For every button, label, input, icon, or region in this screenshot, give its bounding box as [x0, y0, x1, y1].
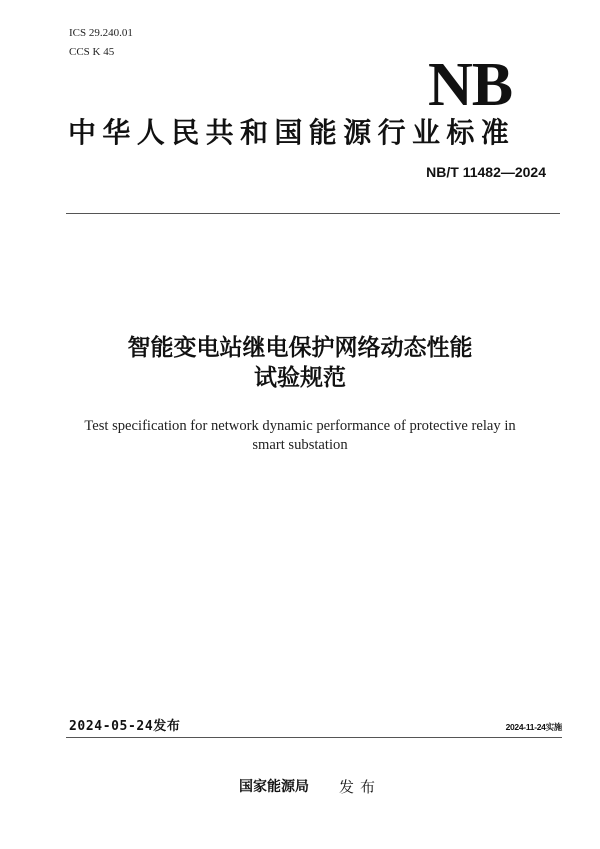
standard-category-heading: 中华人民共和国能源行业标准	[68, 116, 516, 149]
document-title-en-line1: Test specification for network dynamic performance of protective relay in	[84, 418, 516, 434]
ics-code: ICS 29.240.01	[69, 27, 133, 39]
document-title-cn-line1: 智能变电站继电保护网络动态性能	[127, 335, 473, 361]
header-divider	[66, 213, 560, 214]
document-title-en-line2: smart substation	[252, 437, 348, 453]
implementation-date: 2024-11-24实施	[505, 722, 562, 732]
ccs-code: CCS K 45	[69, 46, 115, 58]
publication-date: 2024-05-24发布	[69, 719, 181, 734]
nb-logo: NB	[428, 51, 513, 119]
issue-label: 发布	[339, 778, 382, 796]
issuer-name: 国家能源局	[239, 779, 309, 795]
footer-divider	[66, 737, 562, 738]
standard-number: NB/T 11482—2024	[426, 164, 546, 180]
document-title-cn-line2: 试验规范	[254, 365, 346, 391]
